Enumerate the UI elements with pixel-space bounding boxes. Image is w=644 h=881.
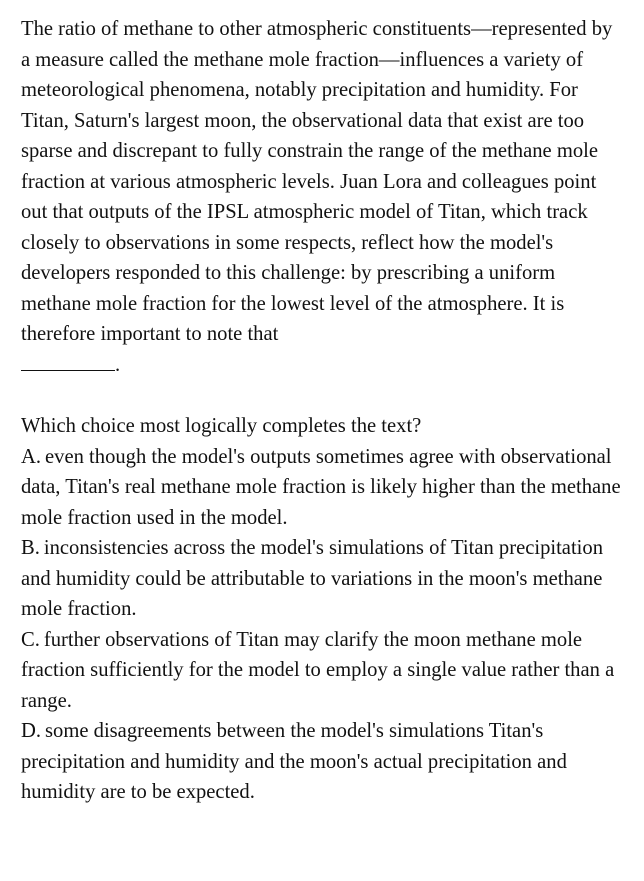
answer-blank [21, 352, 115, 371]
spacer [21, 380, 624, 411]
choice-letter: A. [21, 445, 42, 468]
choice-d[interactable] [21, 716, 624, 808]
answer-choices [21, 442, 624, 808]
choice-text: further observations of Titan may clarify the moon methane mole fraction sufficiently for the model to employ a single value rather than a range. [21, 628, 615, 712]
answer-blank-line [21, 350, 624, 381]
choice-c[interactable] [21, 625, 624, 717]
choice-text: even though the model's outputs sometimes agree with observational data, Titan's real methane mole fraction is likely higher than the methane mole fraction used in the model. [21, 445, 621, 529]
choice-letter: B. [21, 537, 40, 559]
passage-text: The ratio of methane to other atmospheric constituents—represented by a measure called the methane mole fraction—influences a variety of meteorological phenomena, notably precipitation and humidity. For Titan, Saturn's largest moon, the observational data that exist are too sparse and discrepant to fully constrain the range of the methane mole fraction at various atmospheric levels. Juan Lora and colleagues point out that outputs of the IPSL atmospheric model of Titan, which track closely to observations in some respects, reflect how the model's developers responded to this challenge: by prescribing a uniform methane mole fraction for the lowest level of the atmosphere. It is therefore important to note that [21, 18, 613, 345]
choice-letter: C. [21, 628, 40, 651]
choice-text: some disagreements between the model's simulations Titan's precipitation and humidity and the moon's actual precipitation and humidity are to be expected. [21, 720, 567, 803]
choice-text: inconsistencies across the model's simulations of Titan precipitation and humidity could be attributable to variations in the moon's methane mole fraction. [21, 537, 603, 620]
blank-period: . [115, 353, 121, 376]
question-prompt: Which choice most logically completes the text? [21, 415, 422, 437]
choice-b[interactable] [21, 533, 624, 625]
choice-a[interactable] [21, 442, 624, 534]
choice-letter: D. [21, 720, 42, 742]
